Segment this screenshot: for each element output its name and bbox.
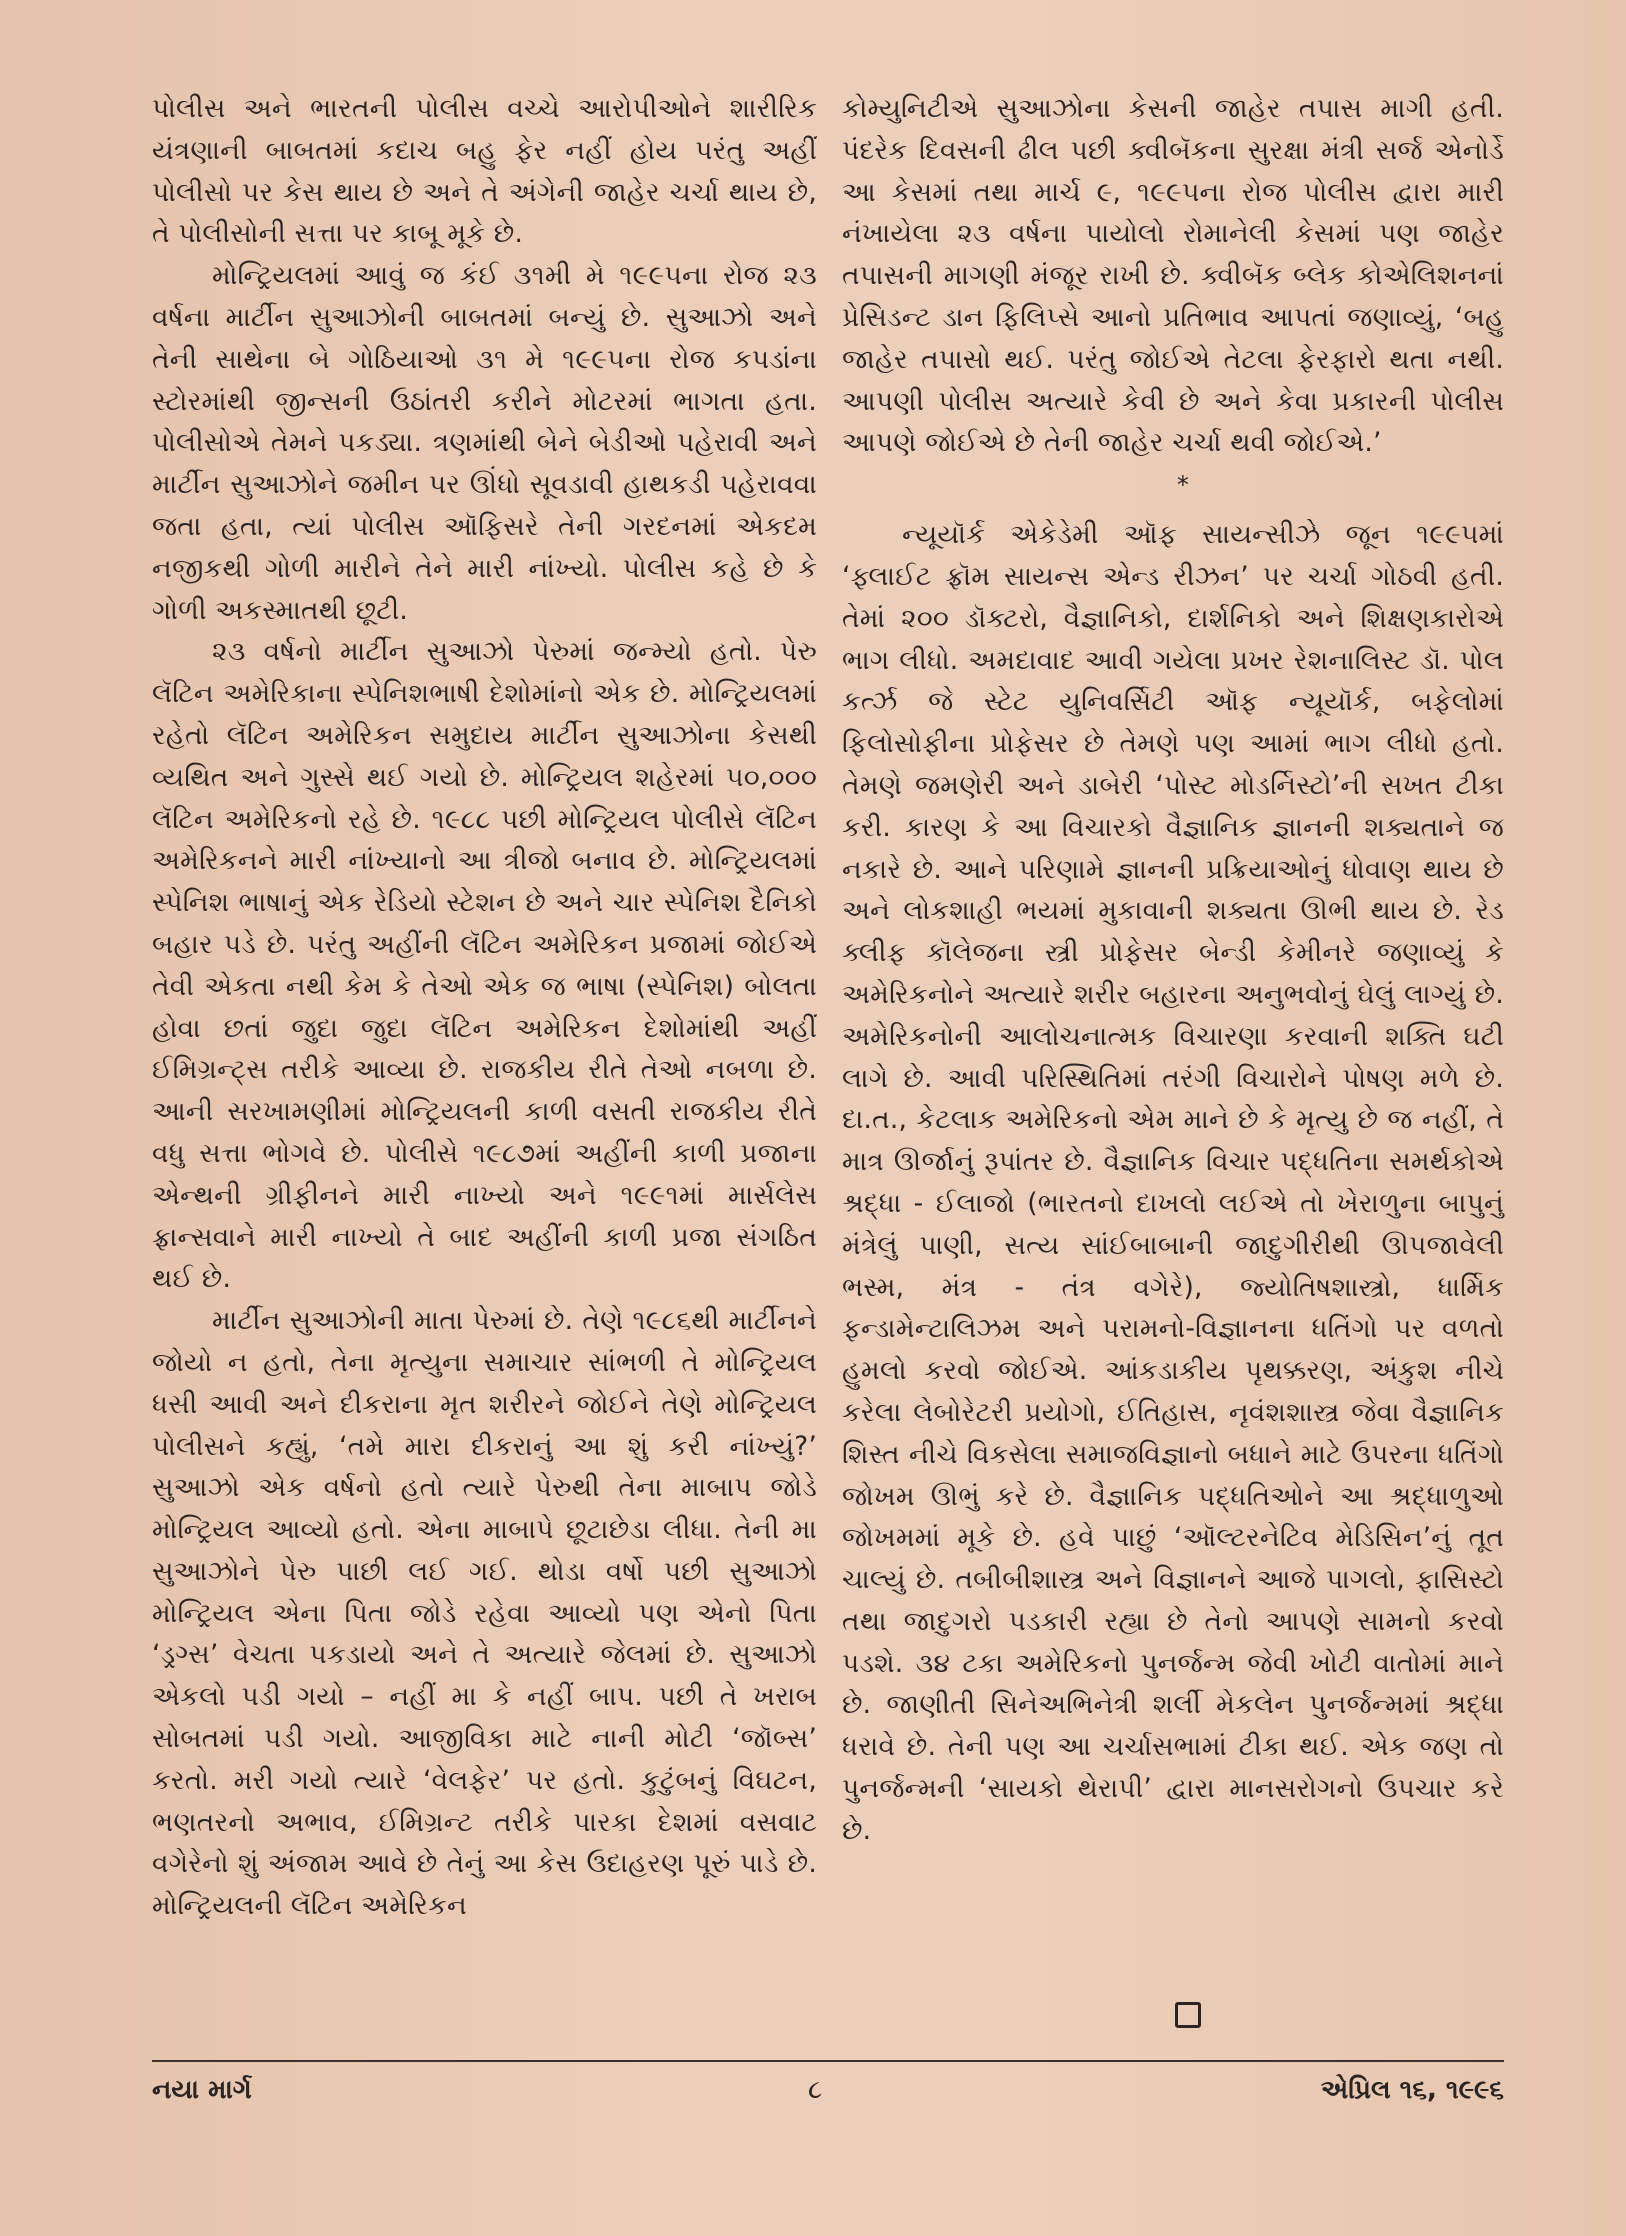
paragraph: મોન્ટ્રિયલમાં આવું જ કંઈ ૩૧મી મે ૧૯૯૫ના રોજ ૨૩ વર્ષના માર્ટીન સુઆઝોની બાબતમાં બન્યું છે. સુઆઝો અને તેની સાથેના બે ગોઠિયાઓ ૩૧ મે ૧૯૯૫ના રોજ કપડાંના સ્ટોરમાંથી જીન્સની ઉઠાંતરી કરીને મોટરમાં ભાગતા હતા. પોલીસોએ તેમને પકડ્યા. ત્રણમાંથી બેને બેડીઓ પહેરાવી અને માર્ટીન સુઆઝોને જમીન પર ઊંધો સૂવડાવી હાથકડી પહેરાવવા જતા હતા, ત્યાં પોલીસ ઑફિસરે તેની ગરદનમાં એકદમ નજીકથી ગોળી મારીને તેને મારી નાંખ્યો. પોલીસ કહે છે કે ગોળી અકસ્માતથી છૂટી. [152,260,817,626]
end-of-article-icon [1175,2002,1201,2028]
issue-date: એપ્રિલ ૧૬, ૧૯૯૬ [1320,2075,1504,2105]
paragraph: માર્ટીન સુઆઝોની માતા પેરુમાં છે. તેણે ૧૯૮૬થી માર્ટીનને જોયો ન હતો, તેના મૃત્યુના સમાચાર સાંભળી તે મોન્ટ્રિયલ ધસી આવી અને દીકરાના મૃત શરીરને જોઈને તેણે મોન્ટ્રિયલ પોલીસને કહ્યું, ‘તમે મારા દીકરાનું આ શું કરી નાંખ્યું?’ સુઆઝો એક વર્ષનો હતો ત્યારે પેરુથી તેના માબાપ જોડે મોન્ટ્રિયલ આવ્યો હતો. એના માબાપે છૂટાછેડા લીધા. તેની મા સુઆઝોને પેરુ પાછી લઈ ગઈ. થોડા વર્ષો પછી સુઆઝો મોન્ટ્રિયલ એના પિતા જોડે રહેવા આવ્યો પણ એનો પિતા ‘ડ્રગ્સ’ વેચતા પકડાયો અને તે અત્યારે જેલમાં છે. સુઆઝો એકલો પડી ગયો – નહીં મા કે નહીં બાપ. પછી તે ખરાબ સોબતમાં પડી ગયો. આજીવિકા માટે નાની મોટી ‘જૉબ્સ’ કરતો. મરી ગયો ત્યારે ‘વેલફેર’ પર હતો. કુટુંબનું વિઘટન, ભણતરનો અભાવ, ઈમિગ્રન્ટ તરીકે પારકા દેશમાં વસવાટ વગેરેનો શું અંજામ આવે છે તેનું આ કેસ ઉદાહરણ પૂરું પાડે છે. મોન્ટ્રિયલની લૅટિન અમેરિકન [152,1305,817,1922]
paragraph: કોમ્યુનિટીએ સુઆઝોના કેસની જાહેર તપાસ માગી હતી. પંદરેક દિવસની ઢીલ પછી ક્વીબૅકના સુરક્ષા મંત્રી સર્જ એનોર્ડે આ કેસમાં તથા માર્ચ ૯, ૧૯૯૫ના રોજ પોલીસ દ્વારા મારી નંખાયેલા ૨૩ વર્ષના પાયોલો રોમાનેલી કેસમાં પણ જાહેર તપાસની માગણી મંજૂર રાખી છે. ક્વીબૅક બ્લેક કોએલિશનનાં પ્રેસિડન્ટ ડાન ફિલિપ્સે આનો પ્રતિભાવ આપતાં જણાવ્યું, ‘બહુ જાહેર તપાસો થઈ. પરંતુ જોઈએ તેટલા ફેરફારો થતા નથી. આપણી પોલીસ અત્યારે કેવી છે અને કેવા પ્રકારની પોલીસ આપણે જોઈએ છે તેની જાહેર ચર્ચા થવી જોઈએ.’ [842,93,1504,459]
paragraph: ન્યૂયૉર્ક એકેડેમી ઑફ સાયન્સીઝે જૂન ૧૯૯૫માં ‘ફ્લાઈટ ફ્રૉમ સાયન્સ એન્ડ રીઝન’ પર ચર્ચા ગોઠવી હતી. તેમાં ૨૦૦ ડૉક્ટરો, વૈજ્ઞાનિકો, દાર્શનિકો અને શિક્ષણકારોએ ભાગ લીધો. અમદાવાદ આવી ગયેલા પ્રખર રેશનાલિસ્ટ ડૉ. પોલ કર્ત્ઝ જે સ્ટેટ યુનિવર્સિટી ઑફ ન્યૂયૉર્ક, બફેલોમાં ફિલોસોફીના પ્રોફેસર છે તેમણે પણ આમાં ભાગ લીધો હતો. તેમણે જમણેરી અને ડાબેરી ‘પોસ્ટ મોડર્નિસ્ટો’ની સખત ટીકા કરી. કારણ કે આ વિચારકો વૈજ્ઞાનિક જ્ઞાનની શક્યતાને જ નકારે છે. આને પરિણામે જ્ઞાનની પ્રક્રિયાઓનું ધોવાણ થાય છે અને લોકશાહી ભયમાં મુકાવાની શક્યતા ઊભી થાય છે. રેડ ક્લીફ કૉલેજના સ્ત્રી પ્રોફેસર બેન્ડી કેમીનરે જણાવ્યું કે અમેરિકનોને અત્યારે શરીર બહારના અનુભવોનું ઘેલું લાગ્યું છે. અમેરિકનોની આલોચનાત્મક વિચારણા કરવાની શક્તિ ઘટી લાગે છે. આવી પરિસ્થિતિમાં તરંગી વિચારોને પોષણ મળે છે. દા.ત., કેટલાક અમેરિકનો એમ માને છે કે મૃત્યુ છે જ નહીં, તે માત્ર ઊર્જાનું રૂપાંતર છે. વૈજ્ઞાનિક વિચાર પદ્ધતિના સમર્થકોએ શ્રદ્ધા - ઈલાજો (ભારતનો દાખલો લઈએ તો ખેરાળુના બાપુનું મંત્રેલું પાણી, સત્ય સાંઈબાબાની જાદુગીરીથી ઊપજાવેલી ભસ્મ, મંત્ર - તંત્ર વગેરે), જ્યોતિષશાસ્ત્રો, ધાર્મિક ફન્ડામેન્ટાલિઝમ અને પરામનો-વિજ્ઞાનના ધતિંગો પર વળતો હુમલો કરવો જોઈએ. આંકડાકીય પૃથક્કરણ, અંકુશ નીચે કરેલા લેબોરેટરી પ્રયોગો, ઈતિહાસ, નૃવંશશાસ્ત્ર જેવા વૈજ્ઞાનિક શિસ્ત નીચે વિકસેલા સમાજવિજ્ઞાનો બધાને માટે ઉપરના ધતિંગો જોખમ ઊભું કરે છે. વૈજ્ઞાનિક પદ્ધતિઓને આ શ્રદ્ધાળુઓ જોખમમાં મૂકે છે. હવે પાછું ‘ઑલ્ટરનેટિવ મેડિસિન’નું તૂત ચાલ્યું છે. તબીબીશાસ્ત્ર અને વિજ્ઞાનને આજે પાગલો, ફાસિસ્ટો તથા જાદુગરો પડકારી રહ્યા છે તેનો આપણે સામનો કરવો પડશે. ૩૪ ટકા અમેરિકનો પુનર્જન્મ જેવી ખોટી વાતોમાં માને છે. જાણીતી સિનેઅભિનેત્રી શર્લી મેકલેન પુનર્જન્મમાં શ્રદ્ધા ધરાવે છે. તેની પણ આ ચર્ચાસભામાં ટીકા થઈ. એક જણ તો પુનર્જન્મની ‘સાયકો થેરાપી’ દ્વારા માનસરોગનો ઉપચાર કરે છે. [842,519,1505,1846]
right-column [842,88,1504,1852]
page-number: ૮ [808,2075,823,2105]
publication-name: નયા માર્ગ [152,2075,252,2105]
section-separator: * [1176,471,1190,500]
paragraph: પોલીસ અને ભારતની પોલીસ વચ્ચે આરોપીઓને શારીરિક યંત્રણાની બાબતમાં કદાચ બહુ ફેર નહીં હોય પરંતુ અહીં પોલીસો પર કેસ થાય છે અને તે અંગેની જાહેર ચર્ચા થાય છે, તે પોલીસોની સત્તા પર કાબૂ મૂકે છે. [152,93,817,250]
footer-divider [152,2060,1504,2062]
left-column [152,88,817,1927]
paragraph: ૨૩ વર્ષનો માર્ટીન સુઆઝો પેરુમાં જન્મ્યો હતો. પેરુ લૅટિન અમેરિકાના સ્પેનિશભાષી દેશોમાંનો એક છે. મોન્ટ્રિયલમાં રહેતો લૅટિન અમેરિકન સમુદાય માર્ટીન સુઆઝોના કેસથી વ્યથિત અને ગુસ્સે થઈ ગયો છે. મોન્ટ્રિયલ શહેરમાં ૫૦,૦૦૦ લૅટિન અમેરિકનો રહે છે. ૧૯૮૮ પછી મોન્ટ્રિયલ પોલીસે લૅટિન અમેરિકનને મારી નાંખ્યાનો આ ત્રીજો બનાવ છે. મોન્ટ્રિયલમાં સ્પેનિશ ભાષાનું એક રેડિયો સ્ટેશન છે અને ચાર સ્પેનિશ દૈનિકો બહાર પડે છે. પરંતુ અહીંની લૅટિન અમેરિકન પ્રજામાં જોઈએ તેવી એકતા નથી કેમ કે તેઓ એક જ ભાષા (સ્પેનિશ) બોલતા હોવા છતાં જુદા જુદા લૅટિન અમેરિકન દેશોમાંથી અહીં ઈમિગ્રન્ટ્સ તરીકે આવ્યા છે. રાજકીય રીતે તેઓ નબળા છે. આની સરખામણીમાં મોન્ટ્રિયલની કાળી વસતી રાજકીય રીતે વધુ સત્તા ભોગવે છે. પોલીસે ૧૯૮૭માં અહીંની કાળી પ્રજાના એન્થની ગ્રીફીનને મારી નાખ્યો અને ૧૯૯૧માં માર્સલેસ ફ્રાન્સવાને મારી નાખ્યો તે બાદ અહીંની કાળી પ્રજા સંગઠિત થઈ છે. [152,636,817,1295]
